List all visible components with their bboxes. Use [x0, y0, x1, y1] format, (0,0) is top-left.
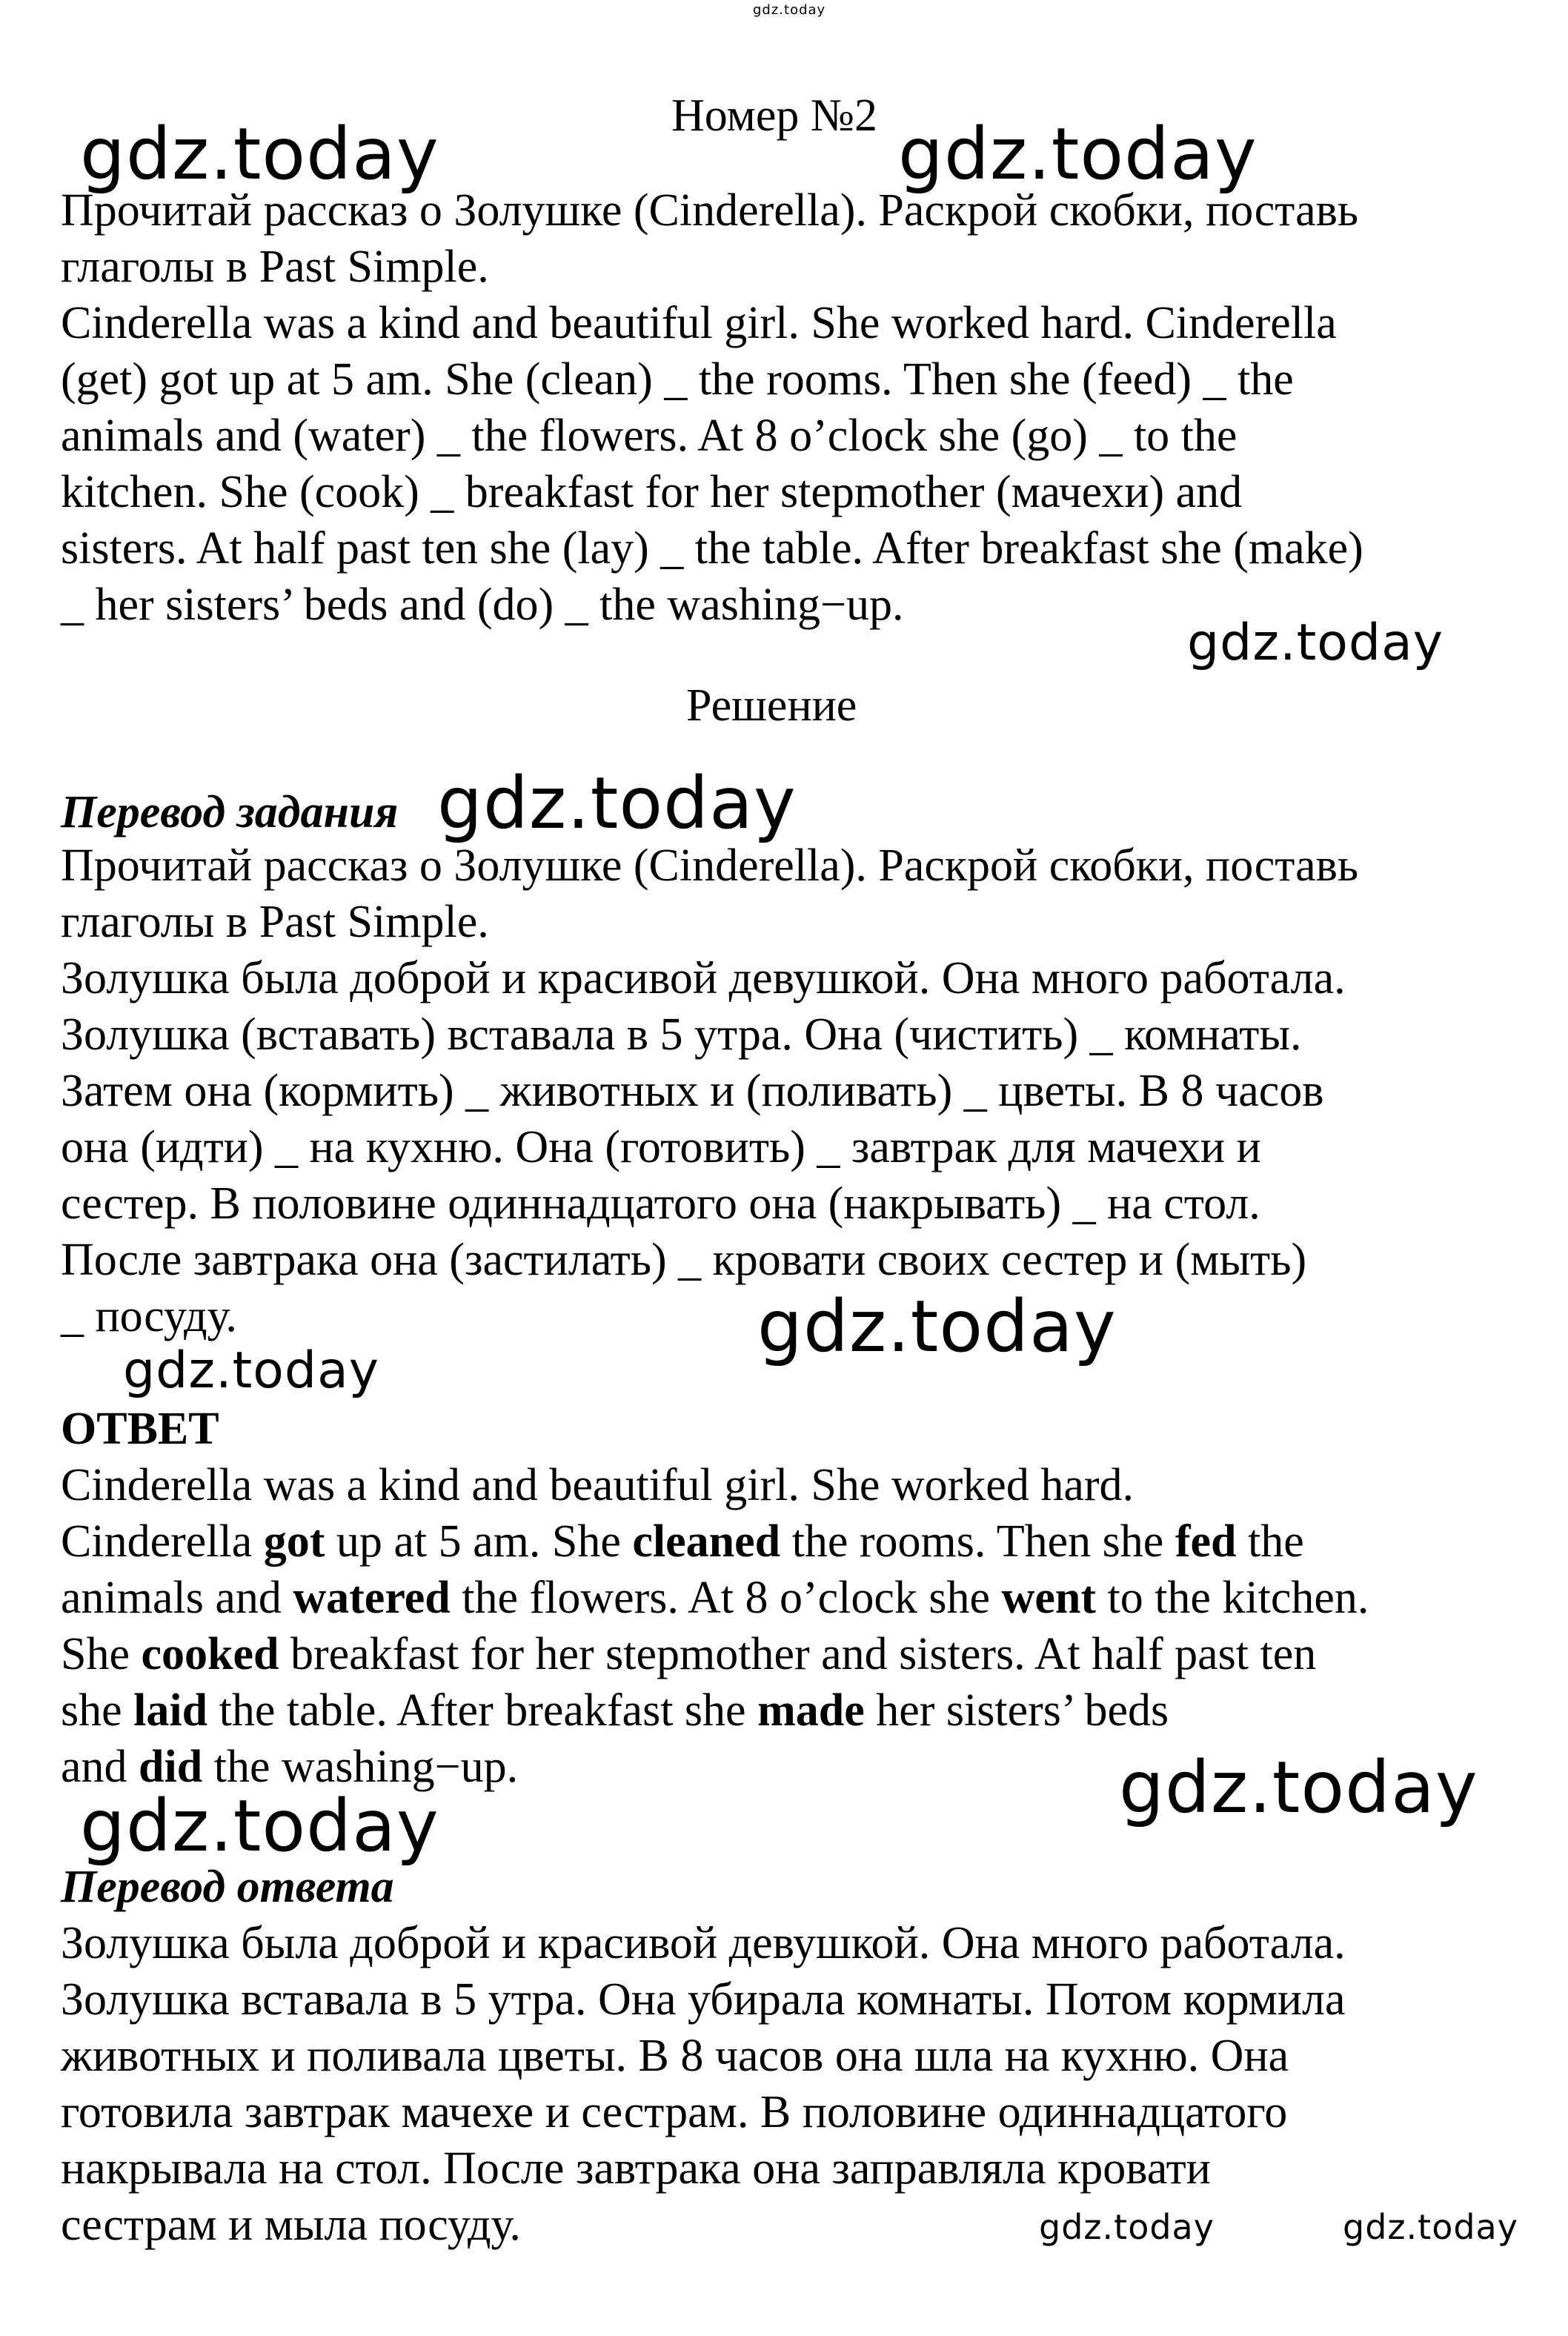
- answer-translation-line: накрывала на стол. После завтрака она заправляла кровати: [61, 2143, 1211, 2194]
- task-line: глаголы в Past Simple.: [61, 242, 489, 292]
- answer-line: Cinderella was a kind and beautiful girl. She worked hard.: [61, 1460, 1134, 1510]
- watermark: gdz.today: [437, 762, 797, 845]
- watermark: gdz.today: [898, 113, 1258, 196]
- answer-line: She cooked breakfast for her stepmother and sisters. At half past ten: [61, 1629, 1317, 1679]
- answer-translation-line: Золушка была доброй и красивой девушкой. Она много работала.: [61, 1918, 1346, 1968]
- task-line: Cinderella was a kind and beautiful girl. She worked hard. Cinderella: [61, 298, 1337, 348]
- answer-heading: ОТВЕТ: [61, 1404, 219, 1454]
- answer-translation-line: животных и поливала цветы. В 8 часов она шла на кухню. Она: [61, 2031, 1289, 2081]
- translation-line: Прочитай рассказ о Золушке (Cinderella). Раскрой скобки, поставь: [61, 840, 1359, 891]
- task-line: Прочитай рассказ о Золушке (Cinderella). Раскрой скобки, поставь: [61, 185, 1359, 236]
- answer-translation-line: сестрам и мыла посуду.: [61, 2200, 521, 2250]
- translation-line: После завтрака она (застилать) _ кровати своих сестер и (мыть): [61, 1235, 1307, 1285]
- translation-line: она (идти) _ на кухню. Она (готовить) _ завтрак для мачехи и: [61, 1122, 1261, 1172]
- answer-verb: did: [139, 1742, 203, 1792]
- translation-line: Золушка (вставать) вставала в 5 утра. Она (чистить) _ комнаты.: [61, 1009, 1302, 1060]
- answer-verb: went: [1001, 1573, 1096, 1623]
- translation-line: сестер. В половине одиннадцатого она (накрывать) _ на стол.: [61, 1178, 1260, 1229]
- task-line: (get) got up at 5 am. She (clean) _ the rooms. Then she (feed) _ the: [61, 354, 1294, 405]
- watermark: gdz.today: [80, 1785, 439, 1868]
- translation-line: Затем она (кормить) _ животных и (поливать) _ цветы. В 8 часов: [61, 1066, 1324, 1116]
- answer-verb: laid: [133, 1685, 208, 1736]
- translation-line: _ посуду.: [61, 1291, 237, 1341]
- watermark: gdz.today: [1119, 1746, 1478, 1829]
- answer-verb: cooked: [141, 1629, 279, 1679]
- task-line: kitchen. She (cook) _ breakfast for her stepmother (мачехи) and: [61, 467, 1243, 517]
- answer-line: and did the washing−up.: [61, 1742, 519, 1792]
- answer-line: animals and watered the flowers. At 8 o’clock she went to the kitchen.: [61, 1573, 1369, 1623]
- solution-heading: Решение: [686, 680, 857, 731]
- task-line: animals and (water) _ the flowers. At 8 o’clock she (go) _ to the: [61, 411, 1238, 461]
- watermark: gdz.today: [1039, 2207, 1215, 2247]
- answer-translation-line: готовила завтрак мачехе и сестрам. В половине одиннадцатого: [61, 2087, 1288, 2137]
- watermark: gdz.today: [757, 1285, 1117, 1368]
- task-line: _ her sisters’ beds and (do) _ the washing−up.: [61, 580, 904, 630]
- top-watermark: gdz.today: [753, 2, 826, 18]
- answer-verb: watered: [293, 1573, 451, 1623]
- answer-translation-heading: Перевод ответа: [61, 1862, 394, 1912]
- watermark: gdz.today: [123, 1341, 379, 1400]
- watermark: gdz.today: [80, 113, 439, 196]
- watermark: gdz.today: [1187, 614, 1444, 672]
- translation-line: глаголы в Past Simple.: [61, 897, 489, 947]
- answer-verb: made: [757, 1685, 865, 1736]
- watermark: gdz.today: [1343, 2207, 1518, 2247]
- task-line: sisters. At half past ten she (lay) _ the table. After breakfast she (make): [61, 523, 1363, 574]
- page-title: Номер №2: [671, 90, 878, 141]
- answer-line: she laid the table. After breakfast she made her sisters’ beds: [61, 1685, 1169, 1736]
- answer-line: Cinderella got up at 5 am. She cleaned the rooms. Then she fed the: [61, 1516, 1304, 1567]
- answer-verb: fed: [1175, 1516, 1237, 1567]
- translation-line: Золушка была доброй и красивой девушкой. Она много работала.: [61, 953, 1346, 1003]
- translation-heading: Перевод задания: [61, 787, 399, 837]
- answer-verb: got: [263, 1516, 325, 1567]
- answer-translation-line: Золушка вставала в 5 утра. Она убирала комнаты. Потом кормила: [61, 1974, 1346, 2025]
- answer-verb: cleaned: [632, 1516, 781, 1567]
